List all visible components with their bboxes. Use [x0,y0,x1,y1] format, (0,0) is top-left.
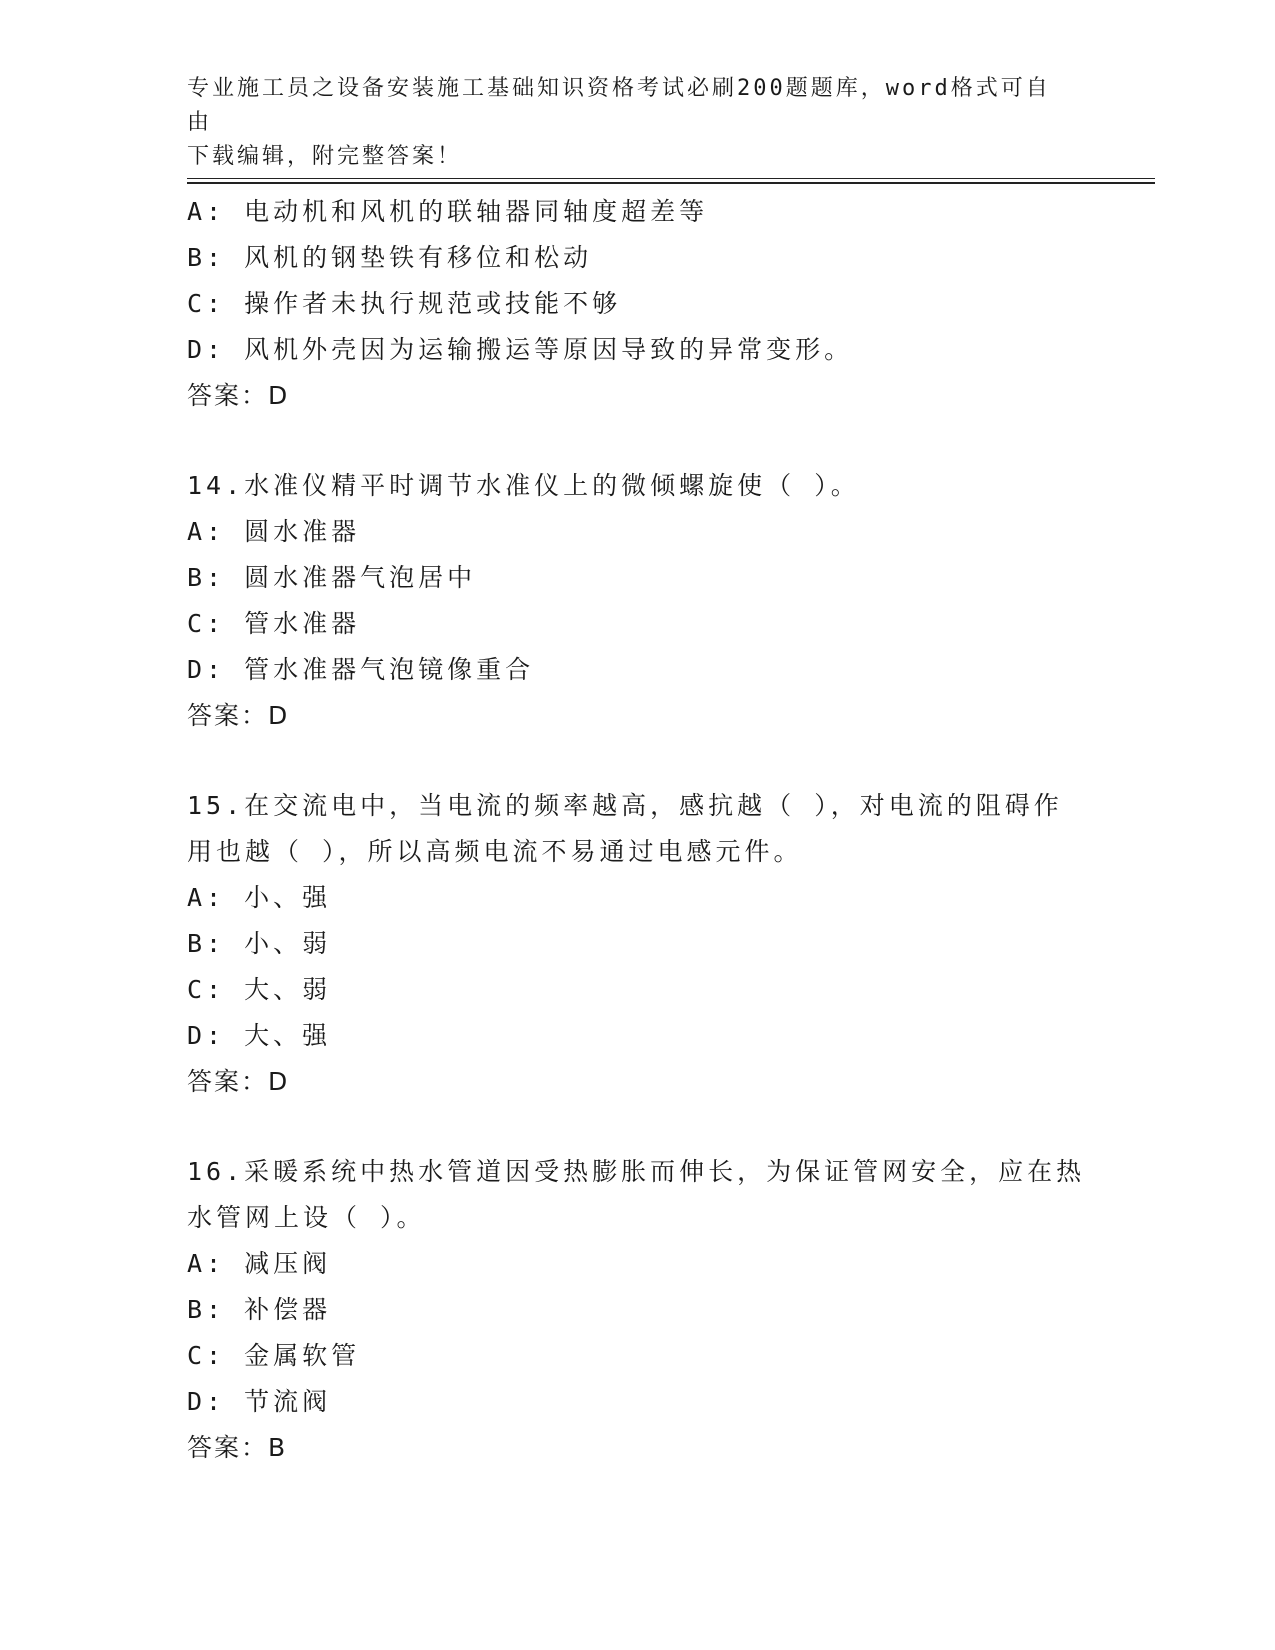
option-c: C: 大、弱 [187,975,332,1004]
option-b: B: 小、弱 [187,929,332,958]
header-line-2: 下载编辑，附完整答案！ [187,144,463,169]
question-text-line-1: 15.在交流电中，当电流的频率越高，感抗越（ ），对电流的阻碍作 [187,791,1063,820]
option-c: C: 管水准器 [187,609,361,638]
option-c: C: 金属软管 [187,1341,361,1370]
header-line-1: 专业施工员之设备安装施工基础知识资格考试必刷200题题库，word格式可自由 [187,76,1051,135]
option-b: B: 风机的钢垫铁有移位和松动 [187,243,593,272]
answer-label: 答案：D [187,381,290,410]
option-d: D: 管水准器气泡镜像重合 [187,655,535,684]
answer-label: 答案：B [187,1433,288,1462]
answer-label: 答案：D [187,1067,290,1096]
question-list [187,189,1087,1515]
option-a: A: 小、强 [187,883,332,912]
question-16 [187,1149,1087,1471]
option-d: D: 节流阀 [187,1387,332,1416]
question-text-line-1: 16.采暖系统中热水管道因受热膨胀而伸长，为保证管网安全，应在热 [187,1157,1086,1186]
header-divider-thin [187,178,1155,179]
question-text: 14.水准仪精平时调节水准仪上的微倾螺旋使（ ）。 [187,471,860,500]
answer-label: 答案：D [187,701,290,730]
question-13 [187,189,1087,419]
option-b: B: 补偿器 [187,1295,332,1324]
question-text-line-2: 用也越（ ），所以高频电流不易通过电感元件。 [187,837,803,866]
document-header [187,72,1067,174]
option-b: B: 圆水准器气泡居中 [187,563,477,592]
question-text-line-2: 水管网上设（ ）。 [187,1203,426,1232]
option-d: D: 风机外壳因为运输搬运等原因导致的异常变形。 [187,335,854,364]
question-14 [187,463,1087,739]
option-a: A: 减压阀 [187,1249,332,1278]
option-d: D: 大、强 [187,1021,332,1050]
option-a: A: 电动机和风机的联轴器同轴度超差等 [187,197,709,226]
option-c: C: 操作者未执行规范或技能不够 [187,289,622,318]
question-15 [187,783,1087,1105]
option-a: A: 圆水准器 [187,517,361,546]
header-divider-thick [187,182,1155,184]
